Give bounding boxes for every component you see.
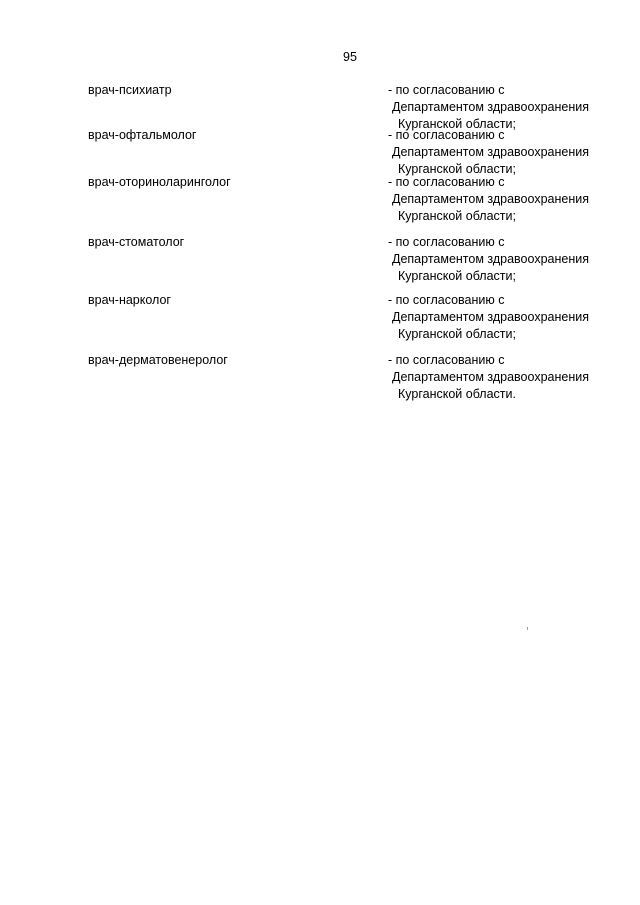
role-label: врач-оториноларинголог [88,175,231,189]
entry-list [88,82,628,408]
approval-line: - по согласованию с [388,128,505,142]
role-label: врач-дерматовенеролог [88,353,228,367]
approval-line: Курганской области; [398,269,516,283]
approval-note [388,292,628,343]
approval-line: Департаментом здравоохранения [392,252,589,266]
approval-line: Департаментом здравоохранения [392,145,589,159]
list-item [88,174,628,234]
approval-note [388,82,628,133]
approval-line: Департаментом здравоохранения [392,310,589,324]
approval-line: Департаментом здравоохранения [392,370,589,384]
approval-note [388,234,628,285]
list-item [88,292,628,352]
approval-line: Курганской области; [398,209,516,223]
page-number: 95 [343,50,357,64]
approval-note [388,127,628,178]
list-item [88,352,628,408]
approval-line: - по согласованию с [388,293,505,307]
list-item [88,127,628,174]
approval-line: - по согласованию с [388,175,505,189]
approval-line: Департаментом здравоохранения [392,100,589,114]
approval-line: Курганской области; [398,327,516,341]
approval-line: Курганской области. [398,387,516,401]
role-label: врач-нарколог [88,293,171,307]
approval-line: - по согласованию с [388,83,505,97]
role-label: врач-стоматолог [88,235,185,249]
approval-line: - по согласованию с [388,235,505,249]
approval-note [388,174,628,225]
approval-line: Курганской области; [398,117,516,131]
approval-note [388,352,628,403]
list-item [88,234,628,292]
list-item [88,82,628,131]
scan-speck [527,627,528,630]
approval-line: Курганской области; [398,162,516,176]
approval-line: Департаментом здравоохранения [392,192,589,206]
role-label: врач-психиатр [88,83,172,97]
approval-line: - по согласованию с [388,353,505,367]
role-label: врач-офтальмолог [88,128,197,142]
